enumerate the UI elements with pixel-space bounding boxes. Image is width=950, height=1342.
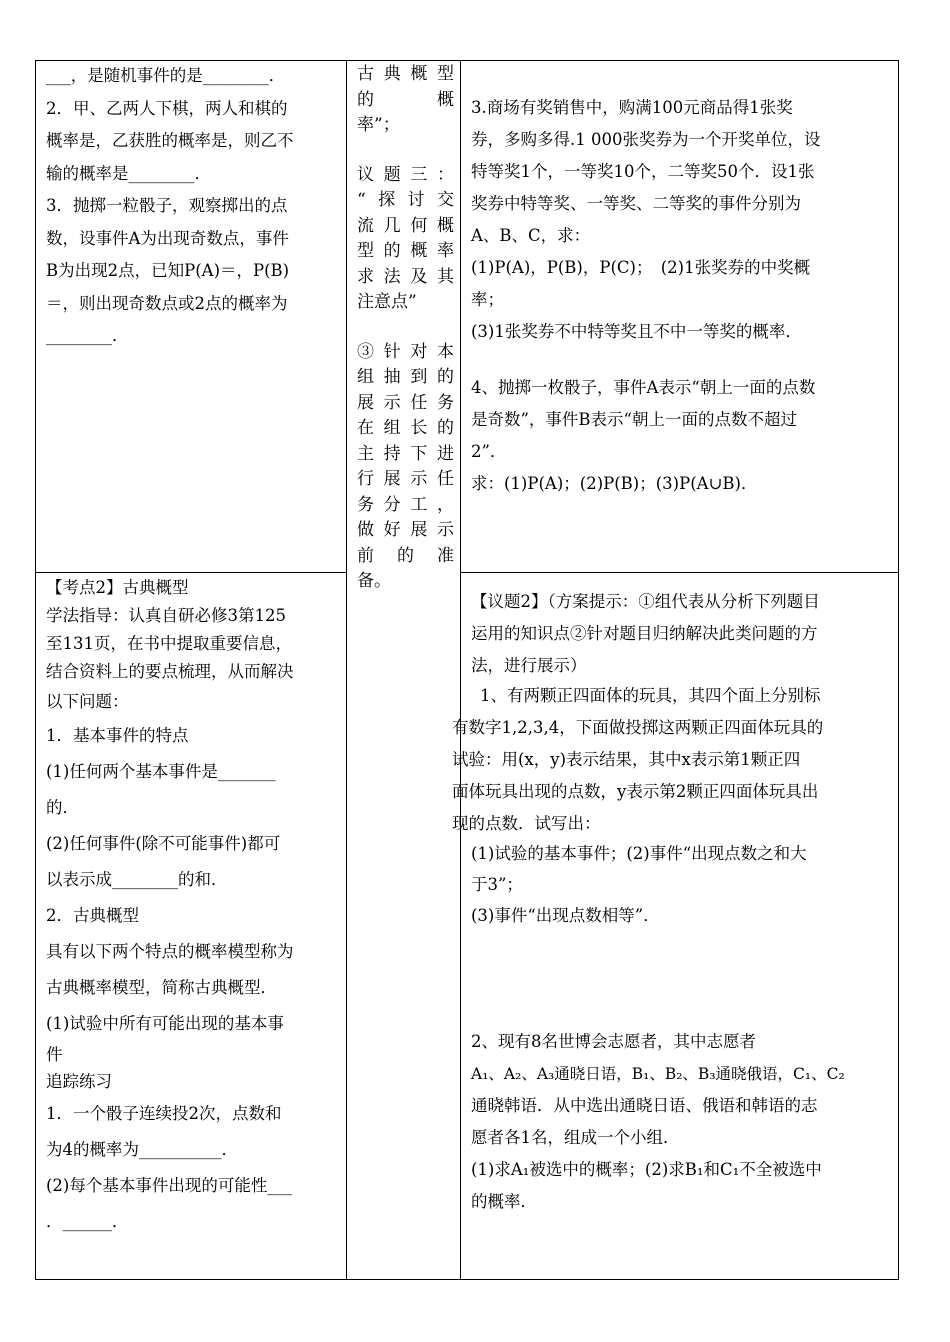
right-top-cell	[471, 92, 891, 500]
right-bottom-cell	[471, 586, 895, 682]
mid-line: 主持下进	[357, 443, 454, 464]
text-line: (1)P(A)，P(B)，P(C)； (2)1张奖券的中奖概	[471, 258, 811, 277]
text-line: 是奇数”，事件B表示“朝上一面的点数不超过	[471, 410, 797, 429]
text-line: (1)试验的基本事件；(2)事件“出现点数之和大	[471, 844, 807, 863]
middle-column	[357, 62, 454, 595]
text-line: 1．基本事件的特点	[46, 726, 189, 745]
text-line: 1、有两颗正四面体的玩具，其四个面上分别标	[480, 686, 821, 705]
text-line: 2．古典概型	[46, 906, 139, 925]
text-line: 奖券中特等奖、一等奖、二等奖的事件分别为	[471, 194, 801, 213]
text-line: 特等奖1个，一等奖10个，二等奖50个．设1张	[471, 162, 815, 181]
mid-line: 在组长的	[357, 418, 454, 438]
text-line: 有数字1,2,3,4，下面做投掷这两颗正四面体玩具的	[452, 718, 824, 737]
row-divider-left	[35, 572, 347, 573]
text-line: (1)任何两个基本事件是_______	[46, 762, 276, 781]
text-line: (3)1张奖券不中特等奖且不中一等奖的概率．	[471, 322, 802, 341]
text-line: 古典概率模型，简称古典概型．	[46, 978, 277, 997]
mid-line: ③针对本	[357, 341, 454, 362]
mid-line: 务分工，	[357, 494, 454, 515]
left-bottom-cell	[46, 574, 342, 1240]
text-line: 3.商场有奖销售中，购满100元商品得1张奖	[471, 98, 793, 117]
text-line: 的概率．	[471, 1192, 537, 1211]
mid-line: 前的准	[357, 545, 454, 566]
row-divider-right	[460, 572, 899, 573]
left-top-cell	[46, 60, 338, 353]
text-line: 数，设事件A为出现奇数点，事件	[46, 228, 289, 248]
right-bottom-question-2	[471, 1026, 891, 1218]
text-line: 具有以下两个特点的概率模型称为	[46, 942, 294, 961]
mid-line: 的 概	[357, 89, 454, 110]
text-line: 4、抛掷一枚骰子，事件A表示“朝上一面的点数	[471, 378, 816, 397]
text-line: 概率是，乙获胜的概率是，则乙不	[46, 131, 294, 150]
text-line: 以下问题：	[46, 692, 129, 711]
mid-line: 做好展示	[357, 520, 454, 540]
text-line: ___，是随机事件的是________．	[46, 66, 286, 85]
mid-line: “探讨交	[357, 190, 454, 210]
text-line: 愿者各1名，组成一个小组．	[471, 1128, 680, 1147]
text-line: (2)每个基本事件出现的可能性___	[46, 1176, 293, 1195]
text-line: A₁、A₂、A₃通晓日语，B₁、B₂、B₃通晓俄语，C₁、C₂	[471, 1065, 845, 1083]
text-line: ．______．	[46, 1212, 129, 1231]
column-divider-1	[346, 60, 347, 1280]
text-line: (2)任何事件(除不可能事件)都可	[46, 834, 281, 853]
text-line: B为出现2点，已知P(A)＝，P(B)	[46, 261, 290, 280]
text-line: (1)求A₁被选中的概率；(2)求B₁和C₁不全被选中	[471, 1160, 822, 1179]
text-line: 2”．	[471, 442, 507, 461]
right-bottom-question-1-parts	[471, 838, 891, 931]
text-line: 的．	[46, 798, 79, 817]
text-line: 面体玩具出现的点数，y表示第2颗正四面体玩具出	[452, 782, 819, 801]
text-line: 通晓韩语．从中选出通晓日语、俄语和韩语的志	[471, 1096, 818, 1115]
text-line: 件	[46, 1045, 63, 1064]
mid-line: 型的概率	[357, 241, 454, 261]
column-divider-2	[460, 60, 461, 1280]
right-bottom-question-1	[452, 680, 896, 840]
text-line: 学法指导：认真自研必修3第125	[46, 606, 286, 625]
mid-line: 古典概型	[357, 64, 454, 84]
text-line: A、B、C，求：	[471, 226, 591, 245]
text-line: 结合资料上的要点梳理，从而解决	[46, 662, 294, 681]
text-line: ＝，则出现奇数点或2点的概率为	[46, 293, 288, 313]
text-line: 率；	[471, 290, 504, 309]
mid-line: 议题三：	[357, 164, 454, 185]
text-line: 以表示成________的和．	[46, 870, 228, 889]
mid-line: 备。	[357, 571, 391, 591]
mid-line: 行展示任	[357, 469, 454, 489]
text-line: 运用的知识点②针对题目归纳解决此类问题的方	[471, 624, 818, 643]
section-title: 【考点2】古典概型	[46, 578, 189, 597]
mid-line: 注意点”	[357, 292, 417, 312]
text-line: 券，多购多得.1 000张奖券为一个开奖单位，设	[471, 130, 821, 149]
text-line: (3)事件“出现点数相等”．	[471, 906, 660, 925]
text-line: 输的概率是________．	[46, 163, 211, 183]
mid-line: 率”；	[357, 115, 400, 135]
text-line: 求：(1)P(A)；(2)P(B)；(3)P(A∪B)．	[471, 474, 758, 493]
mid-line: 组抽到的	[357, 367, 454, 387]
text-line: 至131页，在书中提取重要信息，	[46, 634, 292, 653]
topic-heading: 【议题2】（方案提示：①组代表从分析下列题目	[471, 592, 820, 611]
text-line: 3．抛掷一粒骰子，观察掷出的点	[46, 196, 288, 215]
text-line: 2．甲、乙两人下棋，两人和棋的	[46, 98, 288, 118]
text-line: 为4的概率为__________．	[46, 1140, 238, 1159]
mid-line: 流几何概	[357, 215, 454, 236]
text-line: 于3”；	[471, 875, 523, 894]
text-line: 现的点数．试写出：	[452, 814, 601, 833]
mid-line: 展示任务	[357, 392, 454, 413]
text-line: ________．	[46, 326, 129, 345]
text-line: 试验：用(x，y)表示结果，其中x表示第1颗正四	[452, 750, 801, 769]
text-line: 2、现有8名世博会志愿者，其中志愿者	[471, 1032, 756, 1051]
mid-line: 求法及其	[357, 266, 454, 287]
section-title: 追踪练习	[46, 1072, 112, 1091]
text-line: 法，进行展示）	[471, 656, 587, 675]
text-line: 1．一个骰子连续投2次，点数和	[46, 1104, 282, 1123]
text-line: (1)试验中所有可能出现的基本事	[46, 1014, 284, 1033]
